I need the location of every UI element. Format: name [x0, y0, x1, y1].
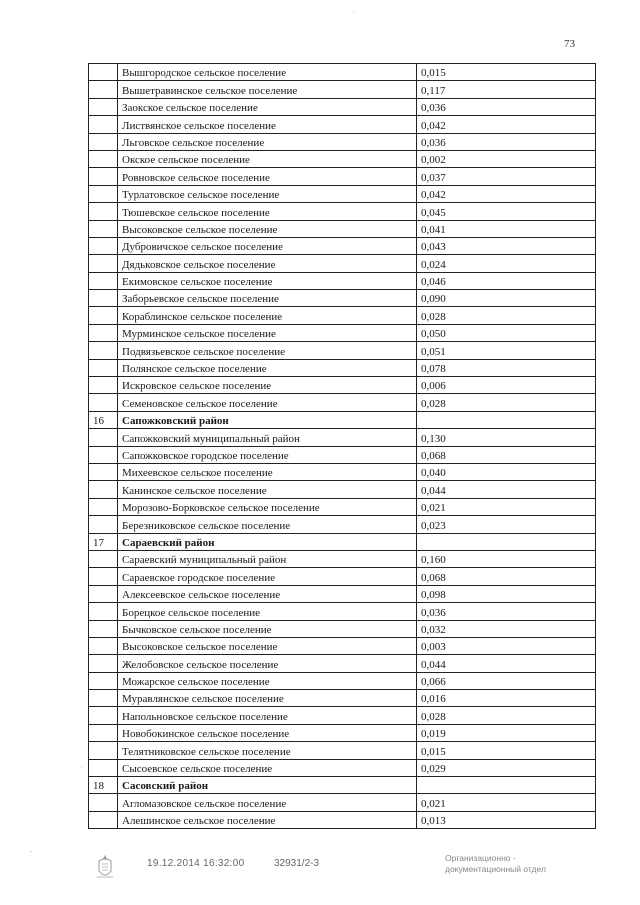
value-cell: 0,036 — [417, 133, 596, 150]
settlement-name-cell: Желобовское сельское поселение — [118, 655, 417, 672]
table-row — [89, 446, 596, 463]
value-cell: 0,130 — [417, 429, 596, 446]
value-cell: 0,078 — [417, 359, 596, 376]
value-cell: 0,013 — [417, 811, 596, 828]
row-number-cell — [89, 672, 118, 689]
value-cell: 0,041 — [417, 220, 596, 237]
settlement-name-cell: Турлатовское сельское поселение — [118, 185, 417, 202]
row-number-cell — [89, 255, 118, 272]
coat-of-arms-icon — [94, 853, 116, 881]
row-number-cell — [89, 394, 118, 411]
table-row — [89, 620, 596, 637]
settlement-name-cell: Окское сельское поселение — [118, 150, 417, 167]
settlement-name-cell: Агломазовское сельское поселение — [118, 794, 417, 811]
value-cell: 0,051 — [417, 342, 596, 359]
table-row — [89, 672, 596, 689]
row-number-cell — [89, 759, 118, 776]
row-number-cell — [89, 655, 118, 672]
value-cell: 0,015 — [417, 742, 596, 759]
row-number-cell — [89, 568, 118, 585]
settlement-name-cell: Мурминское сельское поселение — [118, 324, 417, 341]
row-number-cell — [89, 620, 118, 637]
settlement-name-cell: Новобокинское сельское поселение — [118, 724, 417, 741]
value-cell: 0,043 — [417, 237, 596, 254]
row-number-cell — [89, 811, 118, 828]
value-cell: 0,068 — [417, 568, 596, 585]
table-row — [89, 81, 596, 98]
settlement-name-cell: Березниковское сельское поселение — [118, 516, 417, 533]
value-cell — [417, 777, 596, 794]
row-number-cell — [89, 185, 118, 202]
value-cell: 0,032 — [417, 620, 596, 637]
table-row — [89, 550, 596, 567]
table-row — [89, 811, 596, 828]
value-cell: 0,066 — [417, 672, 596, 689]
value-cell: 0,046 — [417, 272, 596, 289]
scan-mark: ˈ — [352, 10, 355, 19]
settlement-name-cell: Дубровичское сельское поселение — [118, 237, 417, 254]
value-cell: 0,021 — [417, 498, 596, 515]
row-number-cell — [89, 516, 118, 533]
value-cell — [417, 533, 596, 550]
district-header-row — [89, 533, 596, 550]
value-cell: 0,023 — [417, 516, 596, 533]
value-cell: 0,068 — [417, 446, 596, 463]
row-number-cell — [89, 690, 118, 707]
table-row — [89, 429, 596, 446]
allocation-table — [88, 63, 596, 829]
row-number-cell — [89, 290, 118, 307]
settlement-name-cell: Высоковское сельское поселение — [118, 637, 417, 654]
row-number-cell — [89, 377, 118, 394]
settlement-name-cell: Борецкое сельское поселение — [118, 603, 417, 620]
table-row — [89, 568, 596, 585]
settlement-name-cell: Льговское сельское поселение — [118, 133, 417, 150]
settlement-name-cell: Канинское сельское поселение — [118, 481, 417, 498]
footer-org-line: Организационно - — [445, 853, 516, 863]
row-number-cell — [89, 220, 118, 237]
settlement-name-cell: Кораблинское сельское поселение — [118, 307, 417, 324]
value-cell: 0,016 — [417, 690, 596, 707]
table-row — [89, 307, 596, 324]
settlement-name-cell: Михеевское сельское поселение — [118, 463, 417, 480]
table-row — [89, 237, 596, 254]
settlement-name-cell: Можарское сельское поселение — [118, 672, 417, 689]
row-number-cell: 17 — [89, 533, 118, 550]
settlement-name-cell: Дядьковское сельское поселение — [118, 255, 417, 272]
table-row — [89, 150, 596, 167]
value-cell: 0,160 — [417, 550, 596, 567]
row-number-cell — [89, 637, 118, 654]
district-name-cell: Сараевский район — [118, 533, 417, 550]
value-cell: 0,117 — [417, 81, 596, 98]
district-header-row — [89, 411, 596, 428]
value-cell: 0,098 — [417, 585, 596, 602]
table-row — [89, 168, 596, 185]
settlement-name-cell: Полянское сельское поселение — [118, 359, 417, 376]
table-row — [89, 742, 596, 759]
value-cell: 0,015 — [417, 64, 596, 81]
value-cell: 0,021 — [417, 794, 596, 811]
settlement-name-cell: Высоковское сельское поселение — [118, 220, 417, 237]
value-cell: 0,090 — [417, 290, 596, 307]
settlement-name-cell: Тюшевское сельское поселение — [118, 203, 417, 220]
table-row — [89, 794, 596, 811]
row-number-cell — [89, 446, 118, 463]
row-number-cell — [89, 342, 118, 359]
table-row — [89, 759, 596, 776]
row-number-cell — [89, 794, 118, 811]
value-cell: 0,042 — [417, 185, 596, 202]
table-row — [89, 324, 596, 341]
settlement-name-cell: Вышгородское сельское поселение — [118, 64, 417, 81]
value-cell: 0,037 — [417, 168, 596, 185]
row-number-cell — [89, 359, 118, 376]
row-number-cell — [89, 64, 118, 81]
table-row — [89, 290, 596, 307]
table-row — [89, 724, 596, 741]
table-row — [89, 690, 596, 707]
row-number-cell — [89, 707, 118, 724]
value-cell: 0,028 — [417, 707, 596, 724]
settlement-name-cell: Сапожковский муниципальный район — [118, 429, 417, 446]
settlement-name-cell: Искровское сельское поселение — [118, 377, 417, 394]
value-cell: 0,044 — [417, 655, 596, 672]
row-number-cell — [89, 429, 118, 446]
row-number-cell — [89, 168, 118, 185]
value-cell — [417, 411, 596, 428]
table-row — [89, 133, 596, 150]
settlement-name-cell: Бычковское сельское поселение — [118, 620, 417, 637]
value-cell: 0,028 — [417, 307, 596, 324]
row-number-cell — [89, 98, 118, 115]
settlement-name-cell: Заокское сельское поселение — [118, 98, 417, 115]
row-number-cell — [89, 603, 118, 620]
scan-mark: . — [30, 845, 32, 854]
footer-document-code: 32931/2-3 — [274, 858, 320, 869]
row-number-cell — [89, 237, 118, 254]
settlement-name-cell: Морозово-Борковское сельское поселение — [118, 498, 417, 515]
value-cell: 0,045 — [417, 203, 596, 220]
settlement-name-cell: Ровновское сельское поселение — [118, 168, 417, 185]
row-number-cell — [89, 272, 118, 289]
settlement-name-cell: Подвязьевское сельское поселение — [118, 342, 417, 359]
value-cell: 0,040 — [417, 463, 596, 480]
row-number-cell: 16 — [89, 411, 118, 428]
footer-date: 19.12.2014 16:32:00 — [147, 858, 245, 869]
row-number-cell — [89, 463, 118, 480]
row-number-cell — [89, 550, 118, 567]
district-name-cell: Сапожковский район — [118, 411, 417, 428]
settlement-name-cell: Алешинское сельское поселение — [118, 811, 417, 828]
table-row — [89, 377, 596, 394]
table-row — [89, 463, 596, 480]
value-cell: 0,044 — [417, 481, 596, 498]
page-number: 73 — [564, 38, 575, 50]
table-row — [89, 255, 596, 272]
table-row — [89, 394, 596, 411]
value-cell: 0,036 — [417, 603, 596, 620]
value-cell: 0,002 — [417, 150, 596, 167]
settlement-name-cell: Сараевское городское поселение — [118, 568, 417, 585]
row-number-cell — [89, 724, 118, 741]
table-row — [89, 64, 596, 81]
row-number-cell — [89, 203, 118, 220]
table-row — [89, 116, 596, 133]
value-cell: 0,029 — [417, 759, 596, 776]
settlement-name-cell: Сысоевское сельское поселение — [118, 759, 417, 776]
table-row — [89, 272, 596, 289]
table-row — [89, 707, 596, 724]
table-row — [89, 98, 596, 115]
table-row — [89, 203, 596, 220]
table-row — [89, 498, 596, 515]
row-number-cell — [89, 481, 118, 498]
footer-org — [445, 853, 546, 875]
row-number-cell: 18 — [89, 777, 118, 794]
table-row — [89, 359, 596, 376]
settlement-name-cell: Муравлянское сельское поселение — [118, 690, 417, 707]
settlement-name-cell: Заборьевское сельское поселение — [118, 290, 417, 307]
table-row — [89, 603, 596, 620]
row-number-cell — [89, 116, 118, 133]
table-row — [89, 220, 596, 237]
value-cell: 0,036 — [417, 98, 596, 115]
settlement-name-cell: Алексеевское сельское поселение — [118, 585, 417, 602]
value-cell: 0,006 — [417, 377, 596, 394]
footer-org-line: документационный отдел — [445, 864, 546, 874]
value-cell: 0,050 — [417, 324, 596, 341]
settlement-name-cell: Вышетравинское сельское поселение — [118, 81, 417, 98]
district-header-row — [89, 777, 596, 794]
table-row — [89, 655, 596, 672]
table-row — [89, 185, 596, 202]
settlement-name-cell: Семеновское сельское поселение — [118, 394, 417, 411]
table-body — [89, 64, 596, 829]
table-row — [89, 481, 596, 498]
table-row — [89, 637, 596, 654]
value-cell: 0,003 — [417, 637, 596, 654]
settlement-name-cell: Сапожковское городское поселение — [118, 446, 417, 463]
table-row — [89, 516, 596, 533]
settlement-name-cell: Листвянское сельское поселение — [118, 116, 417, 133]
row-number-cell — [89, 307, 118, 324]
row-number-cell — [89, 150, 118, 167]
row-number-cell — [89, 133, 118, 150]
row-number-cell — [89, 742, 118, 759]
value-cell: 0,042 — [417, 116, 596, 133]
row-number-cell — [89, 324, 118, 341]
settlement-name-cell: Сараевский муниципальный район — [118, 550, 417, 567]
value-cell: 0,024 — [417, 255, 596, 272]
row-number-cell — [89, 81, 118, 98]
row-number-cell — [89, 498, 118, 515]
table-row — [89, 585, 596, 602]
district-name-cell: Сасовский район — [118, 777, 417, 794]
value-cell: 0,019 — [417, 724, 596, 741]
settlement-name-cell: Телятниковское сельское поселение — [118, 742, 417, 759]
value-cell: 0,028 — [417, 394, 596, 411]
settlement-name-cell: Напольновское сельское поселение — [118, 707, 417, 724]
table-row — [89, 342, 596, 359]
row-number-cell — [89, 585, 118, 602]
settlement-name-cell: Екимовское сельское поселение — [118, 272, 417, 289]
scan-mark: ˈ — [80, 765, 83, 774]
